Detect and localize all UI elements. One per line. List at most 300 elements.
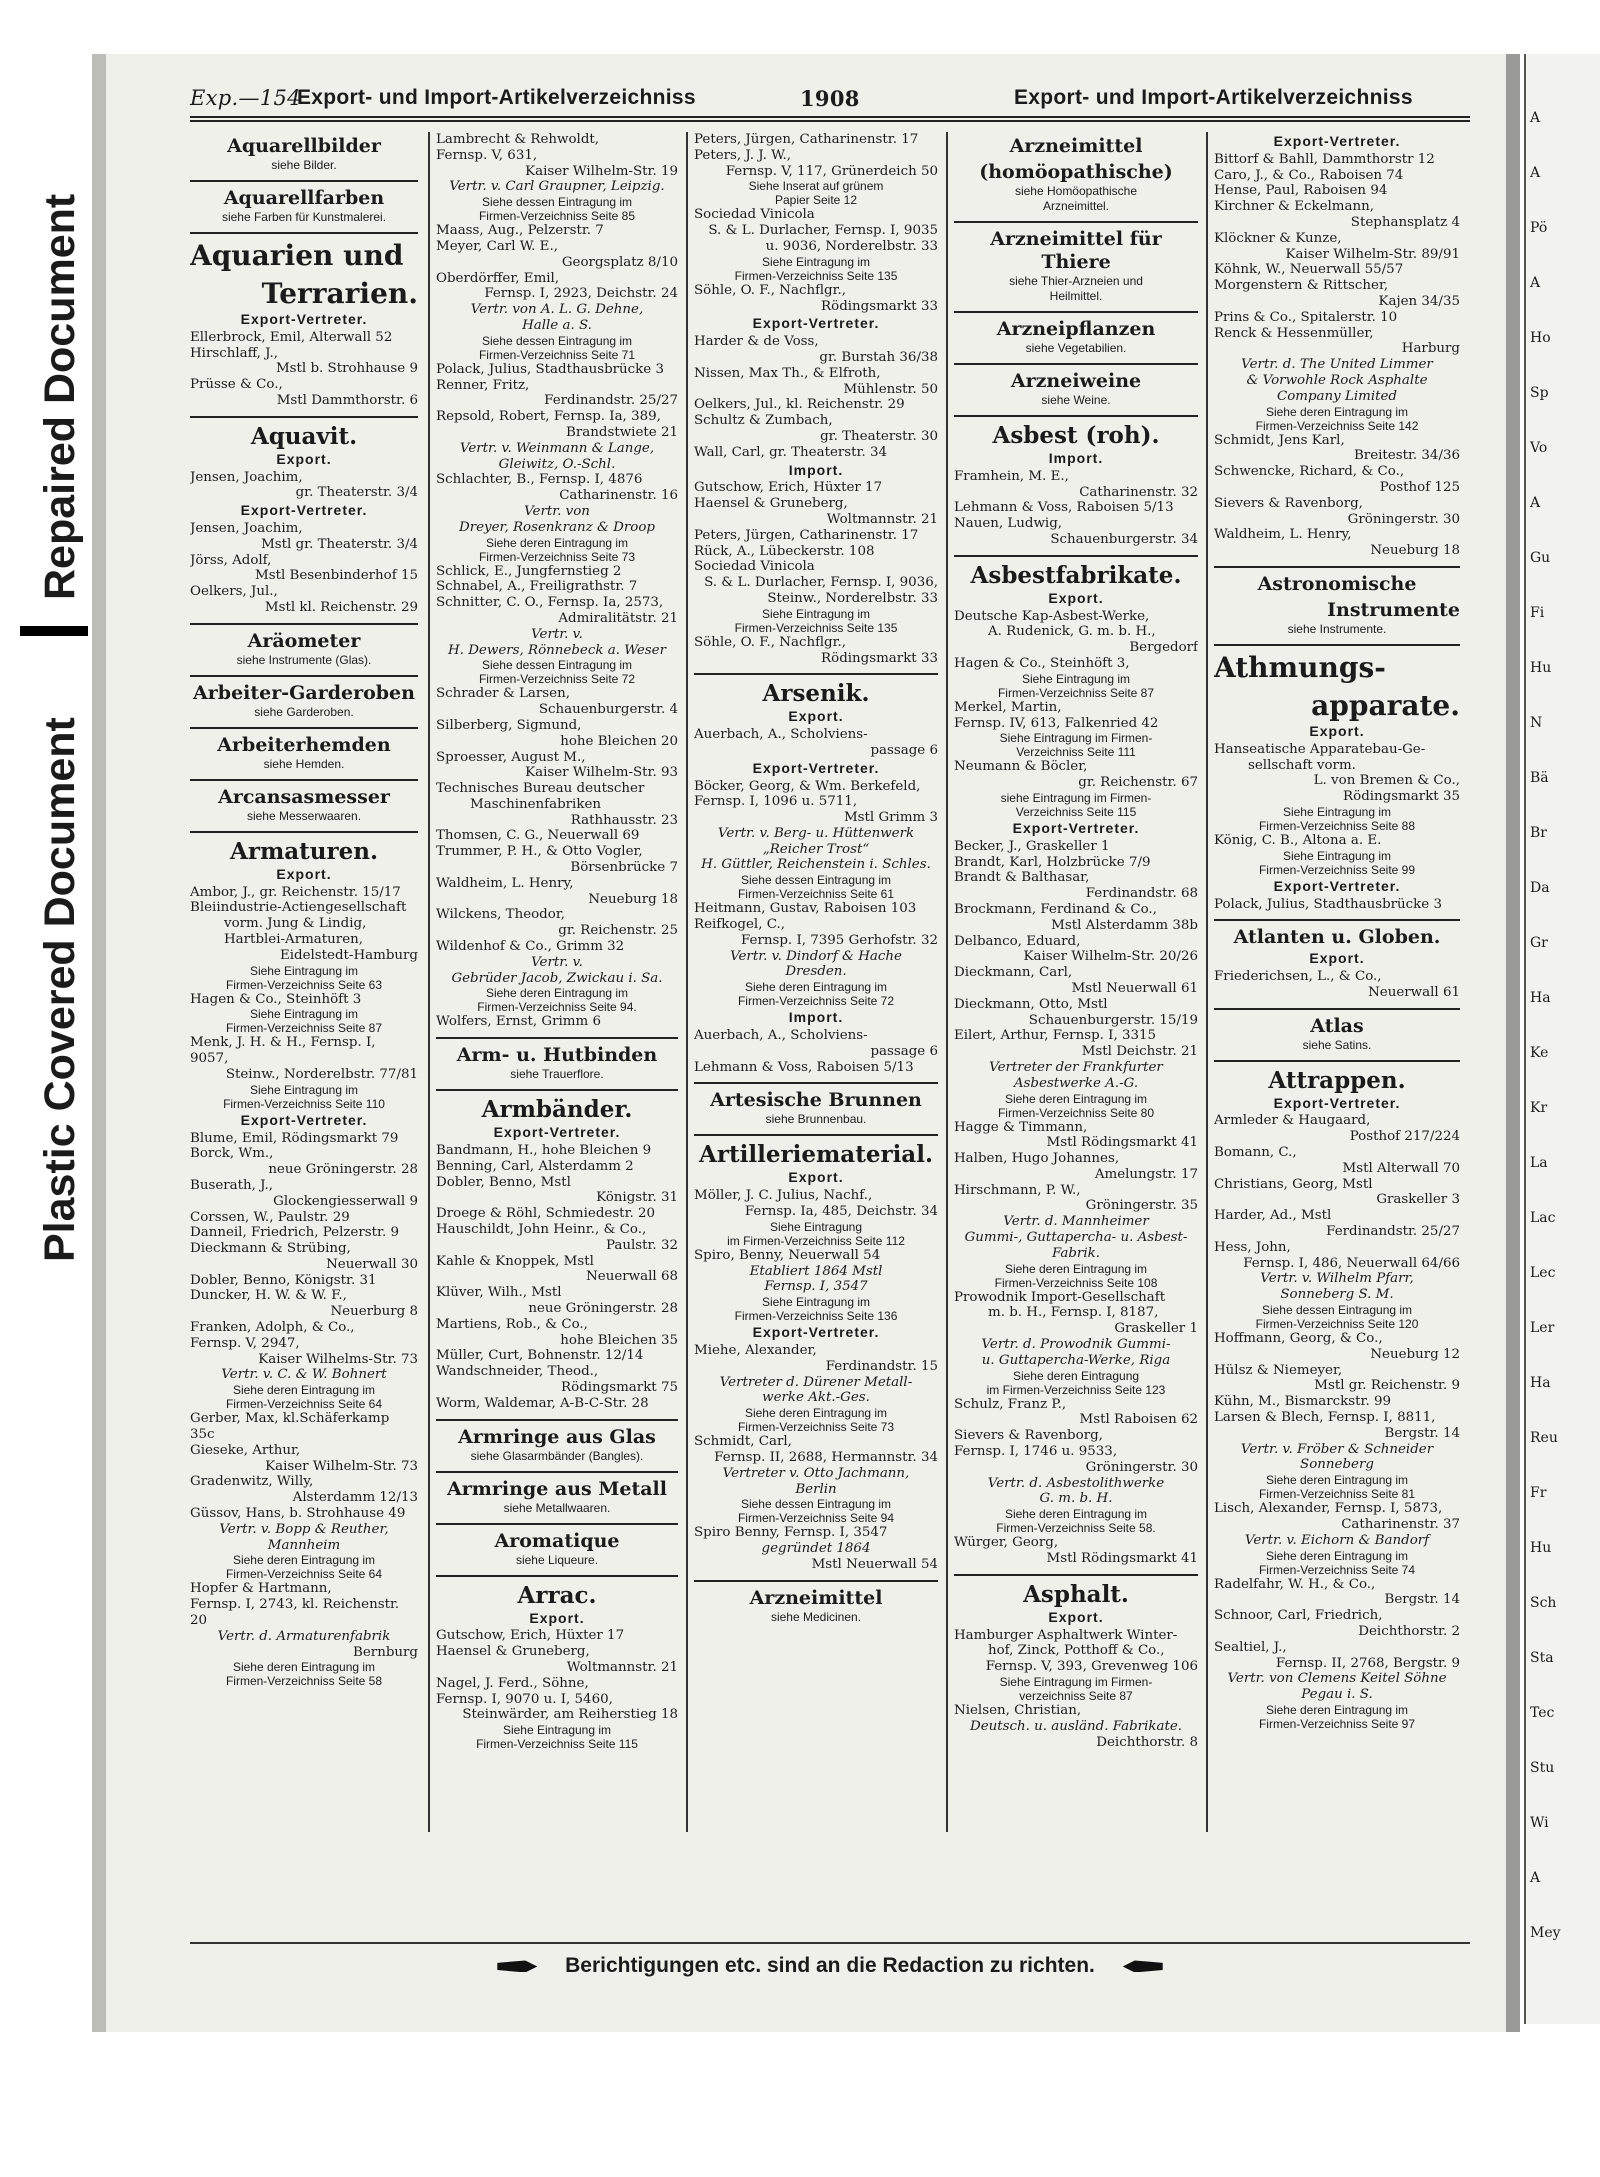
entry-address: Woltmannstr. 21 [566, 1659, 678, 1675]
entry-line: Köhnk, W., Neuerwall 55/57 [1214, 262, 1404, 278]
subsection-label: Export-Vertreter. [1273, 1094, 1401, 1111]
entry-address: Mstl Raboisen 62 [1079, 1412, 1198, 1428]
subsection-label: Import. [788, 461, 844, 478]
entry-address: Mühlenstr. 50 [843, 381, 938, 397]
entry-note: Halle a. S. [522, 317, 592, 333]
entry-address: Mstl Neuerwall 61 [1071, 980, 1198, 996]
entry-address: Mstl b. Strohhause 9 [275, 361, 418, 377]
entry-address: Mstl Rödingsmarkt 41 [1046, 1135, 1198, 1151]
entry-line: Thomsen, C. G., Neuerwall 69 [436, 828, 640, 844]
entry-note: H. Güttler, Reichenstein i. Schles. [701, 857, 931, 873]
entry-line: Lehmann & Voss, Raboisen 5/13 [694, 1059, 914, 1075]
entry-line: Müller, Curt, Bohnenstr. 12/14 [436, 1348, 644, 1364]
section-rule [1214, 1060, 1460, 1062]
directory-reference: Verzeichniss Seite 115 [1015, 804, 1137, 819]
adjacent-page-edge [1524, 54, 1600, 2024]
entry-address: neue Gröningerstr. 28 [268, 1162, 418, 1178]
entry-line: Eilert, Arthur, Fernsp. I, 3315 [954, 1028, 1157, 1044]
entry-line: Schmidt, Jens Karl, [1214, 432, 1345, 448]
page-footer [190, 1954, 1470, 1984]
entry-line: sellschaft vorm. [1248, 757, 1356, 773]
entry-line: hof, Zinck, Potthoff & Co., [988, 1643, 1165, 1659]
entry-line: Maschinenfabriken [470, 796, 602, 812]
subsection-label: Import. [788, 1009, 844, 1026]
section-heading: Arm- u. Hutbinden [456, 1044, 658, 1067]
entry-note: Vertr. von A. L. G. Dehne, [470, 302, 644, 318]
section-heading: Arzneimittel [749, 1586, 883, 1609]
entry-line: Schwencke, Richard, & Co., [1214, 464, 1405, 480]
directory-reference: Siehe Eintragung im [1282, 804, 1392, 819]
entry-line: Prins & Co., Spitalerstr. 10 [1214, 309, 1398, 325]
entry-line: Jensen, Joachim, [190, 520, 303, 536]
entry-line: Silberberg, Sigmund, [436, 717, 582, 733]
entry-line: Auerbach, A., Scholviens- [694, 727, 868, 743]
section-rule [190, 232, 418, 234]
cross-reference: siehe Garderoben. [254, 704, 354, 719]
section-heading: Arzneipflanzen [996, 318, 1156, 340]
entry-address: Woltmannstr. 21 [826, 511, 938, 527]
entry-line: Bandmann, H., hohe Bleichen 9 [436, 1143, 652, 1159]
adjacent-page-fragment: Mey [1530, 1925, 1561, 1941]
adjacent-page-fragment: A [1530, 495, 1541, 511]
adjacent-page-fragment: Da [1530, 880, 1550, 896]
entry-line: Prüsse & Co., [190, 377, 283, 393]
subsection-label: Export-Vertreter. [1273, 877, 1401, 894]
entry-line: Schultz & Zumbach, [694, 413, 833, 429]
entry-address: Mstl Alsterdamm 38b [1051, 917, 1198, 933]
entry-note: Berlin [795, 1481, 837, 1497]
entry-address: Deichthorstr. 2 [1358, 1624, 1460, 1639]
column-divider [428, 132, 430, 1832]
directory-reference: Firmen-Verzeichniss Seite 73 [478, 549, 636, 564]
entry-line: Söhle, O. F., Nachflgr., [694, 634, 847, 650]
entry-line: Armleder & Haugaard, [1214, 1113, 1371, 1129]
directory-reference: Siehe Eintragung im [502, 1723, 612, 1738]
entry-line: Polack, Julius, Stadthausbrücke 3 [436, 361, 664, 377]
section-rule [954, 311, 1198, 313]
entry-line: Brockmann, Ferdinand & Co., [954, 901, 1157, 917]
directory-reference: Firmen-Verzeichniss Seite 115 [476, 1737, 638, 1752]
directory-reference: Siehe deren Eintragung im [232, 1660, 376, 1675]
entry-address: Graskeller 3 [1376, 1192, 1460, 1208]
header-rule [190, 116, 1470, 118]
entry-line: Söhle, O. F., Nachflgr., [694, 282, 847, 298]
entry-address: gr. Reichenstr. 67 [1078, 775, 1198, 791]
directory-reference: Siehe dessen Eintragung im [740, 1497, 892, 1512]
directory-reference: Firmen-Verzeichniss Seite 58. [996, 1521, 1156, 1536]
directory-reference: Siehe dessen Eintragung im [481, 333, 633, 348]
entry-line: Renner, Fritz, [436, 377, 530, 393]
adjacent-page-fragment: Hu [1530, 1540, 1552, 1556]
subsection-label: Export. [788, 1169, 844, 1186]
directory-reference: siehe Eintragung im Firmen- [1000, 790, 1152, 805]
section-heading: Aräometer [247, 629, 361, 652]
directory-reference: Siehe deren Eintragung im [1265, 404, 1409, 419]
entry-note: Asbestwerke A.-G. [1013, 1075, 1139, 1091]
entry-note: Gleiwitz, O.-Schl. [498, 456, 616, 472]
column-5 [1214, 132, 1460, 1832]
entry-line: Blume, Emil, Rödingsmarkt 79 [190, 1130, 399, 1146]
adjacent-page-fragment: Pö [1530, 220, 1548, 236]
directory-reference: Firmen-Verzeichniss Seite 142 [1255, 418, 1419, 433]
column-3 [694, 132, 938, 1832]
directory-reference: Siehe Eintragung im [1282, 848, 1392, 863]
section-heading: Arrac. [517, 1581, 597, 1609]
entry-line: Güssov, Hans, b. Strohhause 49 [190, 1506, 406, 1522]
entry-address: gr. Theaterstr. 3/4 [295, 485, 418, 501]
entry-address: Mstl Deichstr. 21 [1081, 1044, 1198, 1060]
entry-line: Nauen, Ludwig, [954, 516, 1063, 532]
entry-line: Polack, Julius, Stadthausbrücke 3 [1214, 896, 1442, 912]
entry-address: Mstl kl. Reichenstr. 29 [264, 599, 418, 615]
entry-line: m. b. H., Fernsp. I, 8187, [988, 1305, 1159, 1321]
adjacent-page-fragment: Ha [1530, 1375, 1551, 1391]
adjacent-page-fragment: Gu [1530, 550, 1551, 566]
directory-reference: Firmen-Verzeichniss Seite 94. [477, 1000, 637, 1015]
entry-address: Fernsp. I, 486, Neuerwall 64/66 [1243, 1255, 1460, 1271]
section-heading: Arzneimittel [1009, 135, 1143, 157]
directory-reference: verzeichniss Seite 87 [1019, 1689, 1133, 1704]
entry-line: Renck & Hessenmüller, [1214, 325, 1374, 341]
entry-address: Posthof 217/224 [1349, 1129, 1460, 1145]
entry-line: Haensel & Gruneberg, [694, 496, 848, 512]
section-heading: Astronomische [1257, 572, 1417, 595]
directory-reference: Firmen-Verzeichniss Seite 85 [478, 209, 636, 224]
entry-address: Catharinenstr. 16 [559, 488, 678, 504]
entry-line: Würger, Georg, [954, 1535, 1059, 1551]
entry-line: Peters, Jürgen, Catharinenstr. 17 [694, 132, 919, 147]
section-rule [436, 1089, 678, 1091]
subsection-label: Export-Vertreter. [752, 1324, 880, 1341]
entry-line: Gradenwitz, Willy, [190, 1474, 314, 1490]
entry-line: Lisch, Alexander, Fernsp. I, 5873, [1214, 1501, 1443, 1517]
entry-note: Vertr. v. C. & W. Bohnert [221, 1367, 387, 1383]
directory-reference: Siehe deren Eintragung im [1265, 1548, 1409, 1563]
directory-reference: Siehe deren Eintragung im [1004, 1507, 1148, 1522]
cross-reference: siehe Farben für Kunstmalerei. [221, 210, 387, 224]
page-body [190, 80, 1470, 1990]
entry-line: Dieckmann, Carl, [954, 965, 1073, 981]
entry-line: Reifkogel, C., [694, 917, 785, 933]
entry-address: Mstl Besenbinderhof 15 [254, 568, 418, 584]
subsection-label: Export. [1309, 950, 1365, 967]
entry-note: Vertr. v. Berg- u. Hüttenwerk [717, 825, 915, 841]
entry-address: Schauenburgerstr. 4 [538, 702, 678, 718]
entry-line: Böcker, Georg, & Wm. Berkefeld, [694, 778, 921, 794]
entry-note: G. m. b. H. [1039, 1491, 1113, 1507]
page-header [190, 80, 1470, 120]
directory-reference: Firmen-Verzeichniss Seite 135 [734, 268, 898, 283]
entry-address: passage 6 [870, 742, 938, 758]
directory-reference: Siehe Eintragung im [761, 606, 871, 621]
entry-note: Vertr. d. Mannheimer [1003, 1214, 1149, 1230]
entry-line: Benning, Carl, Alsterdamm 2 [436, 1158, 634, 1174]
cross-reference: siehe Trauerflore. [510, 1067, 604, 1082]
subsection-label: Export-Vertreter. [752, 315, 880, 332]
entry-line: Hagge & Timmann, [954, 1119, 1088, 1135]
entry-address: Kaiser Wilhelm-Str. 89/91 [1285, 246, 1460, 262]
section-rule [954, 415, 1198, 417]
entry-line: Buserath, J., [190, 1177, 274, 1193]
directory-reference: Firmen-Verzeichniss Seite 72 [737, 994, 895, 1009]
section-rule [694, 1580, 938, 1582]
directory-reference: Siehe Eintragung im [1021, 671, 1131, 686]
entry-line: Wildenhof & Co., Grimm 32 [436, 939, 625, 955]
entry-address: Kaiser Wilhelm-Str. 73 [265, 1458, 418, 1474]
entry-note: Sonneberg S. M. [1280, 1287, 1394, 1303]
entry-line: Borck, Wm., [190, 1146, 274, 1162]
entry-line: Schlick, E., Jungfernstieg 2 [436, 563, 622, 579]
directory-reference: Verzeichniss Seite 111 [1016, 745, 1136, 760]
adjacent-page-fragment: Ha [1530, 990, 1551, 1006]
directory-reference: Firmen-Verzeichniss Seite 71 [478, 347, 636, 362]
entry-line: Hopfer & Hartmann, [190, 1581, 332, 1597]
directory-reference: Firmen-Verzeichniss Seite 108 [994, 1275, 1158, 1290]
entry-line: Halben, Hugo Johannes, [954, 1151, 1120, 1167]
side-label-repaired-text: Repaired Document [36, 193, 84, 600]
entry-address: passage 6 [870, 1043, 938, 1059]
entry-address: S. & L. Durlacher, Fernsp. I, 9036, [704, 575, 938, 591]
entry-note: Vertr. von [524, 503, 590, 519]
entry-address: Neuerwall 61 [1368, 984, 1460, 1000]
section-rule [436, 1037, 678, 1039]
header-rule-thin [190, 120, 1470, 122]
adjacent-page-fragment: Ke [1530, 1045, 1549, 1061]
directory-reference: Firmen-Verzeichniss Seite 64 [225, 1567, 383, 1582]
section-rule [190, 675, 418, 677]
entry-address: Mstl Alterwall 70 [1342, 1160, 1460, 1176]
section-rule [694, 673, 938, 675]
adjacent-page-fragment: Vo [1530, 440, 1548, 456]
entry-line: Hagen & Co., Steinhöft 3, [954, 655, 1130, 671]
directory-reference: Siehe Inserat auf grünem [748, 179, 884, 194]
entry-line: Haensel & Gruneberg, [436, 1644, 590, 1660]
section-heading: Terrarien. [261, 277, 418, 310]
directory-reference: Siehe deren Eintragung im [744, 980, 888, 995]
entry-line: Gerber, Max, kl.Schäferkamp 35c [190, 1411, 390, 1443]
section-heading: Aquarien und [190, 239, 404, 272]
adjacent-page-fragment: Bä [1530, 770, 1549, 786]
entry-address: Schauenburgerstr. 34 [1050, 531, 1198, 547]
entry-note: Vertr. d. Armaturenfabrik [217, 1628, 391, 1644]
entry-note: Vertreter v. Otto Jachmann, [722, 1465, 910, 1481]
entry-line: Hauschildt, John Heinr., & Co., [436, 1222, 647, 1238]
column-1 [190, 132, 418, 1832]
entry-line: Dobler, Benno, Königstr. 31 [190, 1272, 377, 1288]
adjacent-page-fragment: Reu [1530, 1430, 1558, 1446]
entry-address: Ferdinandstr. 68 [1085, 886, 1198, 902]
header-title-right: Export- und Import-Artikelverzeichniss [1014, 86, 1413, 109]
entry-address: Neuerburg 8 [330, 1304, 418, 1320]
subsection-label: Export-Vertreter. [1273, 133, 1401, 149]
adjacent-page-fragment: Sta [1530, 1650, 1554, 1666]
entry-line: Waldheim, L. Henry, [436, 875, 574, 891]
directory-reference: Papier Seite 12 [774, 193, 858, 208]
entry-line: Hanseatische Apparatebau-Ge- [1214, 741, 1426, 757]
entry-line: Worm, Waldemar, A-B-C-Str. 28 [436, 1395, 649, 1411]
entry-note: werke Akt.-Ges. [762, 1390, 870, 1406]
entry-line: König, C. B., Altona a. E. [1214, 832, 1382, 848]
entry-line: Repsold, Robert, Fernsp. Ia, 389, [436, 409, 661, 425]
entry-address: gr. Theaterstr. 30 [820, 428, 938, 444]
entry-line: Maass, Aug., Pelzerstr. 7 [436, 223, 604, 239]
directory-reference: Siehe Eintragung im Firmen- [999, 1675, 1153, 1690]
directory-reference: Siehe Eintragung [769, 1219, 863, 1234]
adjacent-page-fragment: Ho [1530, 330, 1551, 346]
entry-address: Paulstr. 32 [605, 1237, 678, 1253]
entry-note: Gummi-, Guttapercha- u. Asbest- [964, 1230, 1188, 1246]
entry-address: Ferdinandstr. 15 [825, 1358, 938, 1374]
cross-reference: siehe Metallwaaren. [503, 1500, 611, 1515]
entry-address: Kajen 34/35 [1378, 293, 1460, 309]
entry-address: Bergedorf [1129, 640, 1198, 656]
entry-line: Friederichsen, L., & Co., [1214, 969, 1382, 985]
entry-address: Steinwärder, am Reiherstieg 18 [462, 1707, 678, 1723]
section-heading: Arcansasmesser [218, 785, 390, 808]
section-rule [436, 1471, 678, 1473]
entry-address: Admiralitätstr. 21 [558, 610, 678, 626]
cross-reference: Heilmittel. [1049, 289, 1103, 303]
section-heading: Asphalt. [1023, 1580, 1129, 1608]
entry-address: Neuerwall 68 [586, 1269, 678, 1285]
entry-address: Rödingsmarkt 75 [561, 1380, 678, 1395]
section-rule [190, 727, 418, 729]
entry-note: Company Limited [1276, 388, 1398, 404]
subsection-label: Export-Vertreter. [1012, 819, 1140, 836]
entry-line: A. Rudenick, G. m. b. H., [988, 624, 1156, 640]
entry-line: Duncker, H. W. & W. F., [190, 1288, 347, 1304]
entry-address: Ferdinandstr. 25/27 [1326, 1224, 1460, 1240]
entry-address: Alsterdamm 12/13 [292, 1490, 418, 1506]
adjacent-page-fragment: Sch [1530, 1595, 1557, 1611]
section-heading: Asbestfabrikate. [970, 561, 1182, 589]
entry-address: gr. Reichenstr. 25 [558, 923, 678, 939]
section-rule [694, 1134, 938, 1136]
entry-line: Bittorf & Bahll, Dammthorstr 12 [1214, 151, 1435, 167]
entry-line: Bleiindustrie-Actiengesellschaft [190, 900, 407, 916]
directory-reference: Siehe deren Eintragung im [744, 1406, 888, 1421]
section-rule [1214, 644, 1460, 646]
entry-line: Schulz, Franz P., [954, 1396, 1067, 1412]
subsection-label: Import. [1048, 450, 1104, 466]
adjacent-page-fragment: Lac [1530, 1210, 1556, 1226]
entry-address: Neuerwall 30 [326, 1256, 418, 1272]
entry-line: Hartblei-Armaturen, [224, 931, 363, 947]
entry-address: Posthof 125 [1379, 479, 1460, 495]
section-heading: Arbeiterhemden [217, 733, 391, 756]
entry-address: hohe Bleichen 35 [560, 1332, 678, 1348]
side-label-repaired [30, 94, 84, 604]
cross-reference: siehe Instrumente (Glas). [236, 652, 372, 667]
entry-line: Delbanco, Eduard, [954, 933, 1081, 949]
entry-note: Vertr. d. The United Limmer [1241, 357, 1433, 373]
entry-line: Fernsp. V, 2947, [190, 1335, 300, 1351]
entry-address: Gröningerstr. 30 [1085, 1459, 1198, 1475]
cross-reference: siehe Hemden. [263, 756, 345, 771]
directory-reference: Firmen-Verzeichniss Seite 74 [1258, 1562, 1416, 1577]
directory-reference: Siehe deren Eintragung im [232, 1383, 376, 1398]
entry-line: Hess, John, [1214, 1239, 1291, 1255]
section-heading: Arzneiweine [1010, 370, 1142, 392]
entry-line: Peters, J. J. W., [694, 147, 792, 163]
entry-line: Sociedad Vinicola [694, 207, 815, 223]
adjacent-page-fragment: Tec [1530, 1705, 1555, 1721]
entry-address: Kaiser Wilhelm-Str. 19 [525, 163, 678, 179]
adjacent-page-fragment: Stu [1530, 1760, 1555, 1776]
cross-reference: siehe Liqueure. [515, 1552, 599, 1567]
subsection-label: Export-Vertreter. [240, 502, 368, 519]
entry-line: Sociedad Vinicola [694, 559, 815, 575]
entry-line: Lehmann & Voss, Raboisen 5/13 [954, 500, 1174, 516]
section-heading: Armringe aus Glas [458, 1425, 656, 1448]
adjacent-page-fragment: Kr [1530, 1100, 1548, 1116]
entry-line: Hoffmann, Georg, & Co., [1214, 1331, 1383, 1347]
entry-line: Möller, J. C. Julius, Nachf., [694, 1188, 873, 1204]
directory-reference: Siehe Eintragung im [761, 254, 871, 269]
entry-line: Martiens, Rob., & Co., [436, 1316, 588, 1332]
entry-address: Rödingsmarkt 33 [821, 298, 938, 314]
entry-line: Merkel, Martin, [954, 699, 1062, 715]
directory-reference: Firmen-Verzeichniss Seite 72 [478, 672, 636, 687]
entry-address: Börsenbrücke 7 [570, 860, 678, 876]
section-rule [1214, 566, 1460, 568]
section-heading: Artesische Brunnen [710, 1089, 922, 1112]
entry-line: Dieckmann, Otto, Mstl [954, 996, 1108, 1012]
entry-line: Morgenstern & Rittscher, [1214, 278, 1389, 294]
section-heading: Attrappen. [1268, 1066, 1406, 1094]
entry-note: Vertr. v. Eichorn & Bandorf [1244, 1532, 1430, 1548]
entry-line: Fernsp. V, 631, [436, 147, 538, 163]
adjacent-page-fragment: La [1530, 1155, 1548, 1171]
subsection-label: Export. [276, 865, 332, 882]
directory-reference: Firmen-Verzeichniss Seite 120 [1255, 1317, 1419, 1332]
entry-line: Brandt & Balthasar, [954, 870, 1090, 886]
section-rule [954, 363, 1198, 365]
section-heading: Armaturen. [229, 837, 379, 865]
entry-address: Fernsp. II, 2688, Hermannstr. 34 [714, 1450, 938, 1466]
entry-line: Sealtiel, J., [1214, 1639, 1287, 1655]
entry-note: H. Dewers, Rönnebeck a. Weser [448, 642, 666, 658]
footer-text: Berichtigungen etc. sind an die Redaction zu richten. [565, 1954, 1095, 1977]
entry-address: Gröningerstr. 30 [1347, 511, 1460, 527]
entry-line: Jörss, Adolf, [190, 552, 272, 568]
entry-line: Dieckmann & Strübing, [190, 1241, 351, 1257]
section-rule [1214, 919, 1460, 921]
entry-line: Droege & Röhl, Schmiedestr. 20 [436, 1206, 656, 1222]
header-year: 1908 [800, 86, 860, 111]
entry-address: Breitestr. 34/36 [1353, 448, 1460, 464]
entry-address: Neueburg 18 [1370, 543, 1460, 559]
label-divider [20, 626, 88, 636]
directory-reference: Siehe deren Eintragung im [1004, 1091, 1148, 1106]
entry-note: Vertr. v. Bopp & Reuther, [219, 1521, 389, 1537]
entry-address: Fernsp. I, 7395 Gerhofstr. 32 [740, 932, 938, 948]
entry-line: Meyer, Carl W. E., [436, 238, 558, 254]
entry-address: Königstr. 31 [596, 1190, 678, 1206]
entry-note: Vertr. v. Dindorf & Hache [730, 948, 902, 964]
entry-line: Hirschlaff, J., [190, 345, 279, 361]
entry-address: Bergstr. 14 [1384, 1425, 1460, 1441]
entry-line: vorm. Jung & Lindig, [224, 916, 367, 932]
adjacent-page-fragment: A [1530, 275, 1541, 291]
entry-address: gr. Burstah 36/38 [819, 349, 938, 365]
entry-line: Nissen, Max Th., & Elfroth, [694, 365, 881, 381]
directory-reference: im Firmen-Verzeichniss Seite 112 [727, 1233, 905, 1248]
entry-address: Mstl Dammthorstr. 6 [276, 392, 418, 408]
section-heading: Atlas [1310, 1014, 1364, 1037]
entry-line: Fernsp. I, 1096 u. 5711, [694, 794, 858, 810]
entry-line: Deutsche Kap-Asbest-Werke, [954, 608, 1150, 624]
